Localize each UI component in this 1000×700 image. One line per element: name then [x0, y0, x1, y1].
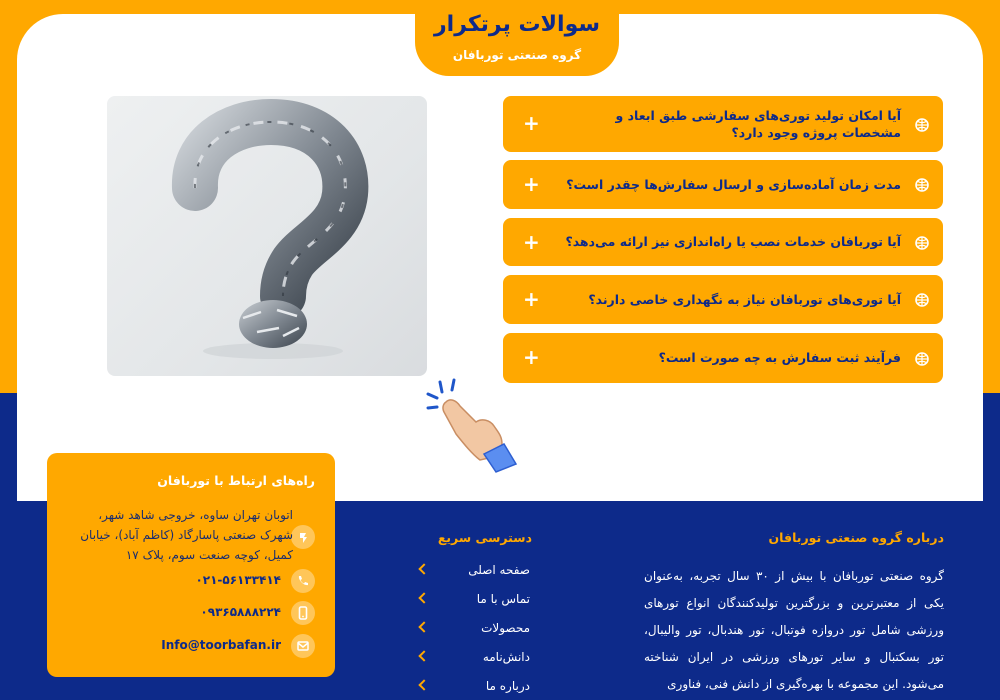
- contact-phone[interactable]: ۰۲۱-۵۶۱۳۳۴۱۴: [195, 573, 281, 587]
- about-text: گروه صنعتی توربافان با بیش از ۳۰ سال تجربه، به‌عنوان یکی از معتبرترین و بزرگترین تولیدکنندگان انواع تورهای ورزشی شامل تور دروازه فوتبال، تور هندبال، تور والیبال، تور بسکتبال و سایر تورهای ورزشی در ایران شناخته می‌شود. این مجموعه با بهره‌گیری از دانش فنی، فناوری: [644, 569, 944, 691]
- chevron-icon: [418, 679, 429, 690]
- contact-email[interactable]: Info@toorbafan.ir: [161, 638, 281, 652]
- email-icon: [291, 634, 315, 658]
- chevron-icon: [418, 621, 429, 632]
- faq-item-4[interactable]: [503, 275, 943, 324]
- fish-question-mark-image: [107, 96, 427, 376]
- section-header-tab: [415, 14, 619, 76]
- faq-item-1[interactable]: [503, 96, 943, 152]
- faq-question: مدت زمان آماده‌سازی و ارسال سفارش‌ها چقدر است؟: [566, 177, 901, 192]
- pointing-hand-icon: [424, 378, 524, 474]
- faq-item-2[interactable]: [503, 160, 943, 209]
- footer-link-products[interactable]: محصولات: [420, 621, 530, 641]
- contact-title: راه‌های ارتباط با توربافان: [157, 473, 315, 488]
- faq-question: آیا توری‌های توربافان نیاز به نگهداری خاصی دارند؟: [588, 292, 901, 307]
- question-globe-icon: [915, 351, 929, 365]
- chevron-icon: [418, 650, 429, 661]
- faq-item-5[interactable]: [503, 333, 943, 383]
- chevron-icon: [418, 563, 429, 574]
- faq-question: آیا توربافان خدمات نصب یا راه‌اندازی نیز ارائه می‌دهد؟: [565, 234, 901, 249]
- plus-icon[interactable]: +: [523, 287, 540, 311]
- phone-icon: [291, 569, 315, 593]
- contact-mobile-row[interactable]: [55, 601, 315, 625]
- contact-email-row[interactable]: [55, 634, 315, 658]
- location-pin-icon: [291, 525, 315, 549]
- question-globe-icon: [915, 235, 929, 249]
- footer-link-about[interactable]: درباره ما: [420, 679, 530, 699]
- section-title: سوالات پرتکرار: [433, 12, 600, 37]
- plus-icon[interactable]: +: [523, 345, 540, 369]
- question-globe-icon: [915, 292, 929, 306]
- contact-address: اتوبان تهران ساوه، خروجی شاهد شهر، شهرک صنعتی پاسارگاد (کاظم آباد)، خیابان کمیل، کوچه صنعت سوم، پلاک ۱۷: [80, 508, 293, 562]
- contact-mobile[interactable]: ۰۹۳۶۵۸۸۸۲۲۴: [200, 605, 281, 619]
- footer-link-knowledge[interactable]: دانش‌نامه: [420, 650, 530, 670]
- quick-access-title: دسترسی سریع: [437, 530, 532, 545]
- plus-icon[interactable]: +: [523, 111, 540, 135]
- question-globe-icon: [915, 177, 929, 191]
- chevron-icon: [418, 592, 429, 603]
- faq-question: فرآیند ثبت سفارش به چه صورت است؟: [658, 350, 901, 365]
- faq-item-3[interactable]: [503, 218, 943, 266]
- footer-link-contact[interactable]: تماس با ما: [420, 592, 530, 612]
- contact-phone-row[interactable]: [55, 569, 315, 593]
- section-subtitle: گروه صنعتی توربافان: [452, 48, 582, 62]
- question-globe-icon: [915, 117, 929, 131]
- plus-icon[interactable]: +: [523, 230, 540, 254]
- plus-icon[interactable]: +: [523, 172, 540, 196]
- footer-link-home[interactable]: صفحه اصلی: [420, 563, 530, 583]
- faq-question: آیا امکان تولید توری‌های سفارشی طبق ابعاد و مشخصات پروژه وجود دارد؟: [615, 108, 901, 140]
- about-title: درباره گروه صنعتی توربافان: [768, 530, 944, 545]
- contact-card: [47, 453, 335, 677]
- mobile-icon: [291, 601, 315, 625]
- question-mark-illustration: [107, 96, 427, 376]
